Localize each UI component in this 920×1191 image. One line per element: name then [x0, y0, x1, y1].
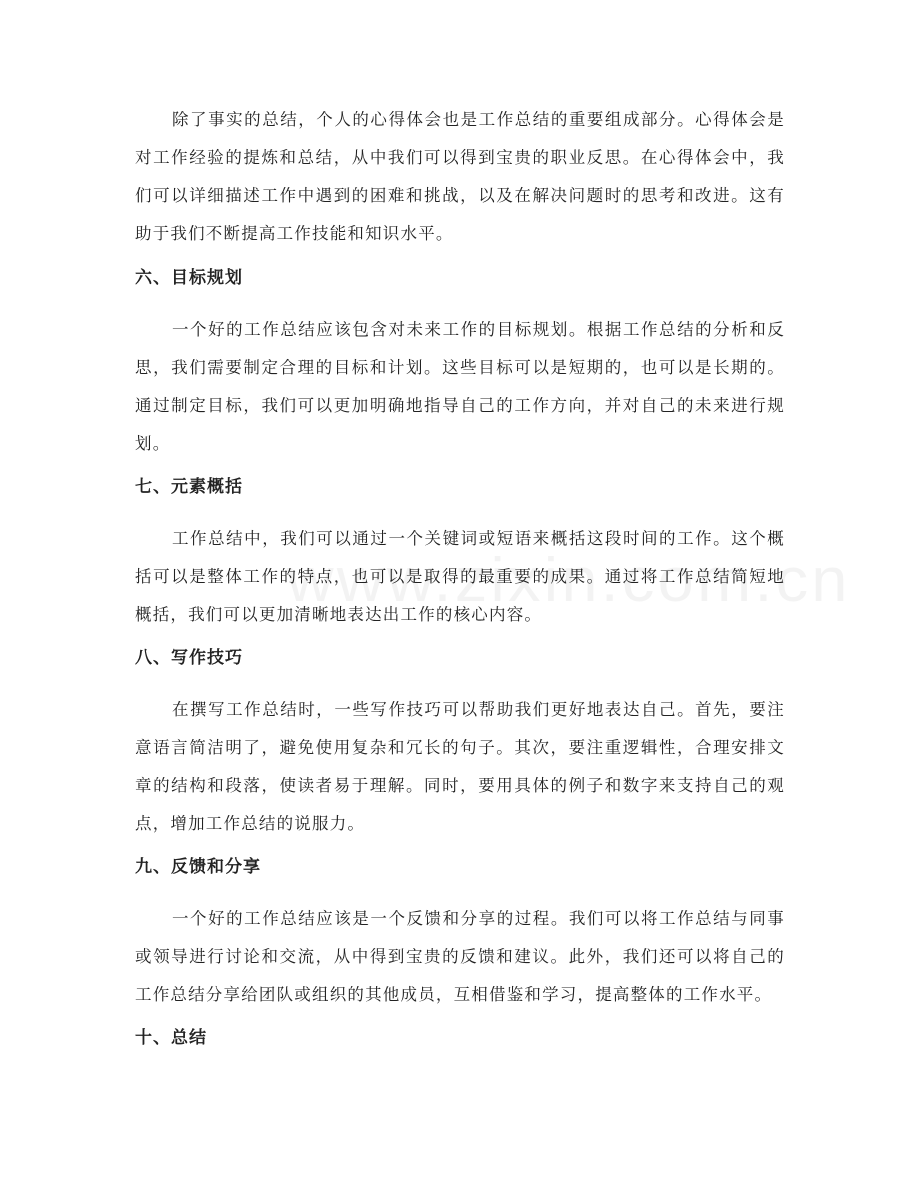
paragraph-text: 一个好的工作总结应该是一个反馈和分享的过程。我们可以将工作总结与同事或领导进行讨论和交流，从中得到宝贵的反馈和建议。此外，我们还可以将自己的工作总结分享给团队或组织的其他成员，互相借鉴和学习，提高整体的工作水平。 [135, 909, 785, 1004]
heading-feedback-sharing [135, 855, 785, 879]
paragraph-text: 一个好的工作总结应该包含对未来工作的目标规划。根据工作总结的分析和反思，我们需要制定合理的目标和计划。这些目标可以是短期的，也可以是长期的。通过制定目标，我们可以更加明确地指导自己的工作方向，并对自己的未来进行规划。 [135, 320, 785, 453]
section-heading: 六、目标规划 [135, 268, 243, 288]
paragraph-text: 除了事实的总结，个人的心得体会也是工作总结的重要组成部分。心得体会是对工作经验的提炼和总结，从中我们可以得到宝贵的职业反思。在心得体会中，我们可以详细描述工作中遇到的困难和挑战，以及在解决问题时的思考和改进。这有助于我们不断提高工作技能和知识水平。 [135, 110, 785, 243]
section-heading: 九、反馈和分享 [135, 857, 261, 877]
paragraph-element-summary [135, 520, 785, 634]
paragraph-text: 工作总结中，我们可以通过一个关键词或短语来概括这段时间的工作。这个概括可以是整体工作的特点，也可以是取得的最重要的成果。通过将工作总结简短地概括，我们可以更加清晰地表达出工作的核心内容。 [135, 529, 785, 624]
heading-element-summary [135, 475, 785, 499]
paragraph-goal-planning [135, 311, 785, 463]
paragraph-text: 在撰写工作总结时，一些写作技巧可以帮助我们更好地表达自己。首先，要注意语言简洁明了，避免使用复杂和冗长的句子。其次，要注重逻辑性，合理安排文章的结构和段落，使读者易于理解。同时，要用具体的例子和数字来支持自己的观点，增加工作总结的说服力。 [135, 700, 785, 833]
paragraph-feedback-sharing [135, 900, 785, 1014]
paragraph-experience [135, 101, 785, 253]
section-heading: 七、元素概括 [135, 477, 243, 497]
section-heading: 八、写作技巧 [135, 648, 243, 668]
heading-goal-planning [135, 266, 785, 290]
heading-writing-skills [135, 646, 785, 670]
heading-summary [135, 1026, 785, 1050]
paragraph-writing-skills [135, 691, 785, 843]
section-heading: 十、总结 [135, 1028, 207, 1048]
